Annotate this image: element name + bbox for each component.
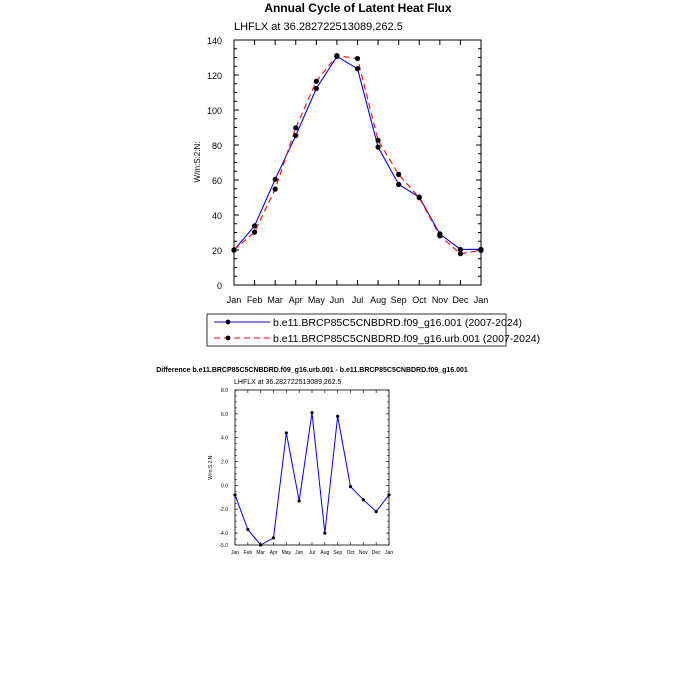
x-tick-label: Jan bbox=[473, 295, 489, 305]
x-tick-label: Jan bbox=[226, 295, 242, 305]
series-2-point bbox=[252, 230, 257, 235]
y-tick-label: 4.0 bbox=[221, 435, 228, 442]
y-tick-label: 100 bbox=[206, 106, 222, 116]
series-1-point bbox=[387, 493, 390, 496]
series-1-point bbox=[252, 223, 257, 228]
x-tick-label: Jun bbox=[329, 295, 345, 305]
series-2-point bbox=[314, 79, 319, 84]
series-2-point bbox=[396, 172, 401, 177]
y-tick-label: 80 bbox=[211, 141, 222, 151]
x-tick-label: Jan bbox=[384, 550, 394, 556]
x-tick-label: Apr bbox=[269, 550, 278, 556]
main-y-axis-label: W/m:S:2:N: bbox=[193, 141, 202, 183]
series-2-point bbox=[334, 53, 339, 58]
series-1-point bbox=[362, 498, 365, 501]
diff-y-axis-label: W/m:S:2:N: bbox=[208, 454, 214, 480]
series-1-point bbox=[336, 415, 339, 418]
series-2-point bbox=[417, 195, 422, 200]
series-1-point bbox=[285, 431, 288, 434]
main-legend bbox=[207, 314, 540, 346]
x-tick-label: Jul bbox=[308, 550, 316, 556]
y-tick-label: 8.0 bbox=[221, 388, 228, 394]
x-tick-label: Feb bbox=[246, 295, 263, 305]
series-1-point bbox=[272, 536, 275, 539]
diff-chart bbox=[208, 388, 393, 556]
series-2-point bbox=[478, 248, 483, 253]
x-tick-label: Sep bbox=[390, 295, 407, 305]
legend-label-1: b.e11.BRCP85C5CNBDRD.f09_g16.001 (2007-2024) bbox=[273, 317, 523, 329]
x-tick-label: May bbox=[281, 550, 292, 556]
main-chart bbox=[193, 36, 488, 305]
legend-label-2: b.e11.BRCP85C5CNBDRD.f09_g16.urb.001 (2007-2024) bbox=[273, 333, 541, 345]
series-1-point bbox=[396, 182, 401, 187]
series-2-point bbox=[355, 56, 360, 61]
series-line-2 bbox=[234, 56, 481, 254]
x-tick-label: Oct bbox=[346, 550, 355, 556]
y-tick-label: 120 bbox=[206, 71, 222, 81]
legend-marker-2 bbox=[226, 336, 231, 341]
x-tick-label: Nov bbox=[358, 550, 368, 556]
y-tick-label: -4.0 bbox=[219, 531, 228, 538]
series-1-point bbox=[375, 510, 378, 513]
series-1-point bbox=[259, 543, 262, 546]
series-2-point bbox=[293, 125, 298, 130]
series-1-point bbox=[349, 485, 352, 488]
y-tick-label: 60 bbox=[211, 176, 222, 186]
series-1-point bbox=[233, 493, 236, 496]
series-1-point bbox=[246, 528, 249, 531]
legend-marker-1 bbox=[226, 320, 231, 325]
series-1-point bbox=[355, 66, 360, 71]
x-tick-label: Nov bbox=[431, 295, 448, 305]
series-2-point bbox=[458, 251, 463, 256]
y-tick-label: 2.0 bbox=[221, 459, 228, 466]
y-tick-label: 40 bbox=[211, 211, 222, 221]
y-tick-label: 0.0 bbox=[221, 483, 228, 490]
x-tick-label: Jul bbox=[351, 295, 364, 305]
main-plot-frame bbox=[234, 40, 481, 285]
diff-chart-title: Difference b.e11.BRCP85C5CNBDRD.f09_g16.urb.001 - b.e11.BRCP85C5CNBDRD.f09_g16.001 bbox=[156, 367, 468, 374]
series-1-point bbox=[298, 499, 301, 502]
series-2-point bbox=[231, 247, 236, 252]
y-tick-label: 20 bbox=[211, 246, 222, 256]
series-2-point bbox=[437, 233, 442, 238]
y-tick-label: 0 bbox=[216, 281, 222, 291]
series-2-point bbox=[273, 187, 278, 192]
series-2-point bbox=[375, 138, 380, 143]
x-tick-label: Sep bbox=[333, 550, 343, 556]
x-tick-label: Dec bbox=[452, 295, 469, 305]
x-tick-label: Jan bbox=[230, 550, 240, 556]
x-tick-label: May bbox=[307, 295, 325, 305]
series-1-point bbox=[314, 86, 319, 91]
x-tick-label: Apr bbox=[288, 295, 303, 305]
series-line-1 bbox=[234, 56, 481, 250]
figure-title: Annual Cycle of Latent Heat Flux bbox=[264, 1, 452, 15]
main-chart-title: LHFLX at 36.282722513089,262.5 bbox=[234, 21, 403, 33]
series-1-point bbox=[310, 411, 313, 414]
x-tick-label: Oct bbox=[412, 295, 427, 305]
series-1-point bbox=[273, 177, 278, 182]
diff-chart-subtitle: LHFLX at 36.282722513089,262.5 bbox=[234, 379, 342, 386]
series-1-point bbox=[375, 145, 380, 150]
x-tick-label: Aug bbox=[320, 550, 330, 556]
x-tick-label: Aug bbox=[370, 295, 387, 305]
y-tick-label: 6.0 bbox=[221, 411, 228, 418]
x-tick-label: Mar bbox=[267, 295, 283, 305]
x-tick-label: Dec bbox=[371, 550, 381, 556]
series-1-point bbox=[323, 531, 326, 534]
y-tick-label: 140 bbox=[206, 36, 222, 46]
x-tick-label: Mar bbox=[256, 550, 265, 556]
series-line-1 bbox=[235, 413, 389, 545]
y-tick-label: -2.0 bbox=[219, 507, 228, 514]
x-tick-label: Feb bbox=[243, 550, 253, 556]
y-tick-label: -5.0 bbox=[219, 543, 228, 549]
series-1-point bbox=[293, 133, 298, 138]
x-tick-label: Jun bbox=[295, 550, 304, 556]
